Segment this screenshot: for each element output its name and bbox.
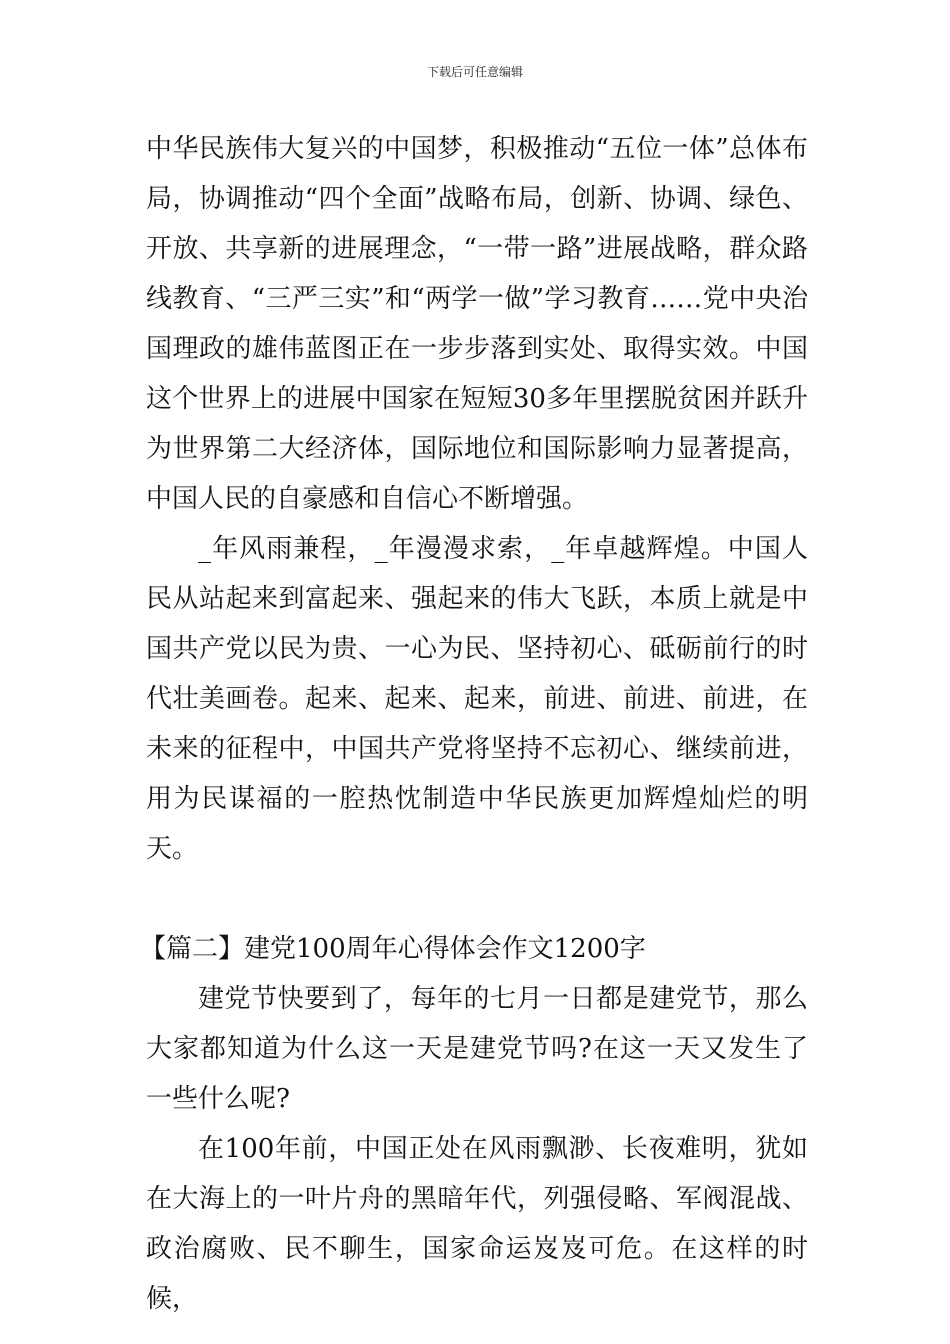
paragraph-1: 中华民族伟大复兴的中国梦，积极推动“五位一体”总体布局，协调推动“四个全面”战略布局，创新、协调、绿色、开放、共享新的进展理念，“一带一路”进展战略，群众路线教育、“三严三实”和“两学一做”学习教育……党中央治国理政的雄伟蓝图正在一步步落到实处、取得实效。中国这个世界上的进展中国家在短短30多年里摆脱贫困并跃升为世界第二大经济体，国际地位和国际影响力显著提高，中国人民的自豪感和自信心不断增强。 bbox=[146, 134, 808, 514]
paragraph-3: 建党节快要到了，每年的七月一日都是建党节，那么大家都知道为什么这一天是建党节吗?在这一天又发生了一些什么呢? bbox=[146, 984, 808, 1114]
paragraph-2: _年风雨兼程，_年漫漫求索，_年卓越辉煌。中国人民从站起来到富起来、强起来的伟大飞跃，本质上就是中国共产党以民为贵、一心为民、坚持初心、砥砺前行的时代壮美画卷。起来、起来、起来，前进、前进、前进，在未来的征程中，中国共产党将坚持不忘初心、继续前进，用为民谋福的一腔热忱制造中华民族更加辉煌灿烂的明天。 bbox=[146, 534, 808, 864]
section-title: 【篇二】建党100周年心得体会作文1200字 bbox=[140, 934, 646, 964]
paragraph-4: 在100年前，中国正处在风雨飘渺、长夜难明，犹如在大海上的一叶片舟的黑暗年代，列强侵略、军阀混战、政治腐败、民不聊生，国家命运岌岌可危。在这样的时候， bbox=[146, 1134, 808, 1314]
document-body bbox=[140, 124, 808, 1324]
paragraph-gap bbox=[146, 874, 808, 924]
page-header: 下载后可任意编辑 bbox=[426, 65, 523, 79]
